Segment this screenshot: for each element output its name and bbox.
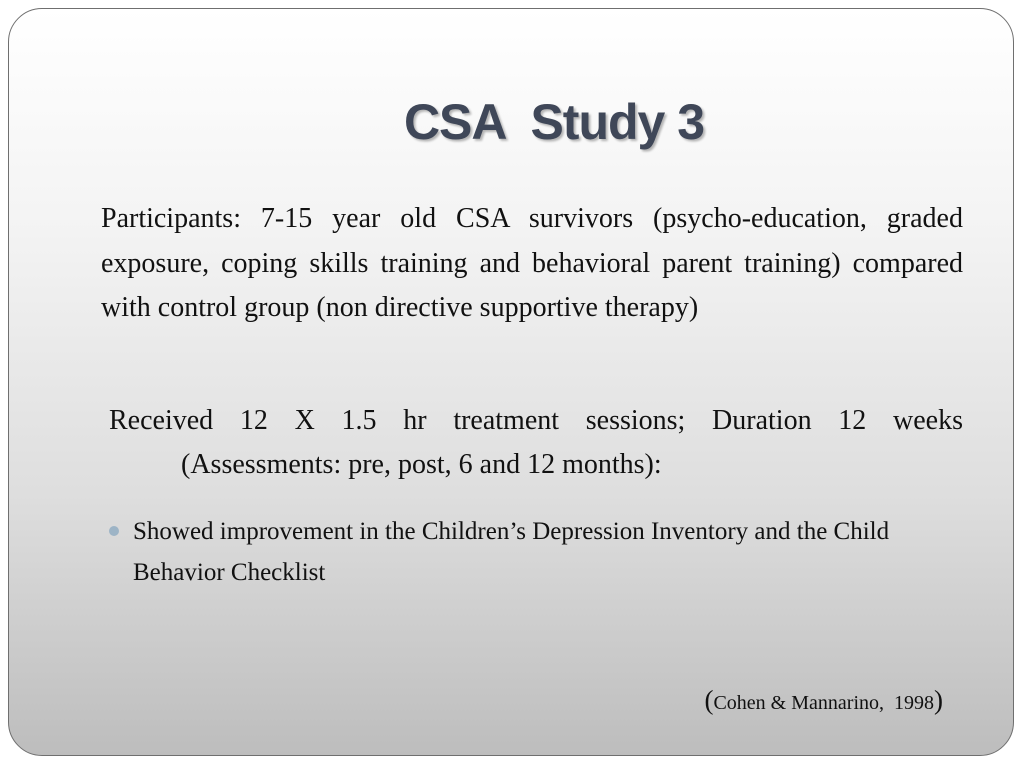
assessments-line: (Assessments: pre, post, 6 and 12 months):: [181, 449, 662, 480]
citation-open-paren: (: [704, 685, 714, 715]
participants-paragraph: Participants: 7-15 year old CSA survivors (psycho-education, graded exposure, coping skills training and behavioral parent training) compared with control group (non directive supportive therapy): [101, 203, 963, 323]
slide: [8, 8, 1014, 756]
sessions-line: Received 12 X 1.5 hr treatment sessions; Duration 12 weeks: [109, 405, 963, 436]
findings-list: [109, 511, 949, 593]
citation: [704, 685, 943, 716]
list-item: [109, 511, 949, 593]
sessions-paragraph: [109, 399, 963, 487]
slide-title: CSA Study 3: [403, 94, 705, 150]
finding-text: Showed improvement in the Children’s Depression Inventory and the Child Behavior Checklist: [133, 518, 890, 586]
citation-text: Cohen & Mannarino, 1998: [713, 692, 934, 714]
bullet-dot-icon: [109, 526, 119, 536]
citation-close-paren: ): [934, 685, 943, 715]
